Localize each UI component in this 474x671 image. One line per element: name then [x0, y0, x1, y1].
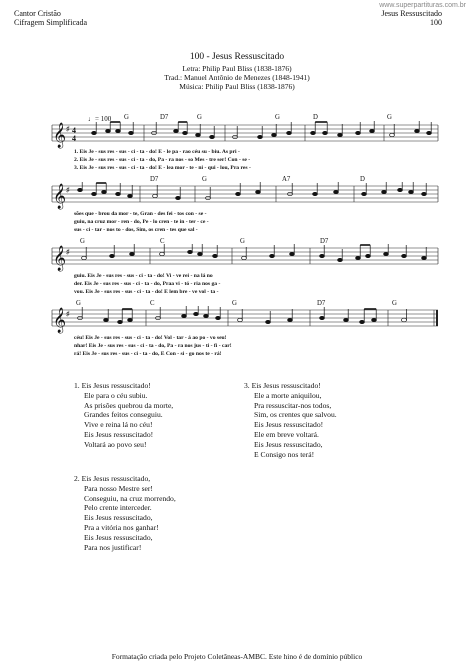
verse-line: Vive e reina lá no céu!: [84, 420, 153, 430]
chord: C: [160, 238, 165, 245]
chord: D7: [320, 238, 329, 245]
header-right: [381, 9, 442, 27]
verse-line: Pra a vitória nos ganhar!: [84, 522, 159, 532]
lyric-line: der. Eis Je - sus res - sus - ci - ta - do, Praa vi - tó - ria nos ga -: [74, 281, 221, 287]
chord: C: [150, 300, 155, 307]
chord: G: [387, 114, 392, 121]
credit-music: Música: Philip Paul Bliss (1838-1876): [179, 82, 295, 91]
verse-line: Pelo crente interceder.: [84, 503, 152, 513]
chord: G: [80, 238, 85, 245]
chord: G: [240, 238, 245, 245]
svg-text:𝄞: 𝄞: [53, 308, 67, 333]
svg-text:𝄞: 𝄞: [53, 123, 67, 148]
verse-line: Eis Jesus ressuscitado,: [84, 532, 153, 542]
verse-line: Ele para o céu subiu.: [84, 390, 148, 400]
lyric-line: sões que - brou da mor - te, Gran - des fei - tos con - se -: [74, 211, 207, 217]
staff-2: [0, 182, 474, 212]
lyric-line: 2. Eis Je - sus res - sus - ci - ta - do, Pa - ra nos - so Mes - tre ser! Con - se -: [74, 157, 251, 163]
verse-line: Voltará ao povo seu!: [84, 439, 147, 449]
credit-translation: Trad.: Manuel Antônio de Menezes (1848-1941): [164, 73, 310, 82]
lyric-line: 1. Eis Je - sus res - sus - ci - ta - do! E - le pa - rao céu su - biu. As pri -: [74, 149, 240, 155]
lyric-line: guiu. Eis Je - sus res - sus - ci - ta - do! Vi - ve rei - na lá no: [74, 273, 213, 279]
credit-lyrics: Letra: Philip Paul Bliss (1838-1876): [182, 64, 292, 73]
verse-line: Conseguiu, na cruz morrendo,: [84, 493, 176, 503]
chord: G: [197, 114, 202, 121]
verse-line: Ele em breve voltará.: [254, 429, 319, 439]
svg-text:♯: ♯: [66, 125, 70, 133]
edition-name: Cifragem Simplificada: [14, 18, 88, 27]
verse-line: Pra ressuscitar-nos todos,: [254, 400, 332, 410]
staff-1: [0, 121, 474, 151]
verse-line: 3. Eis Jesus ressuscitado!: [244, 381, 321, 390]
staff-4: [0, 306, 474, 336]
lyric-line: vou. Eis Je - sus res - sus - ci - ta - do! E lem bre - ve vol - ta -: [74, 289, 219, 295]
svg-text:♯: ♯: [66, 310, 70, 318]
verse-2: [74, 474, 176, 552]
chord: D7: [150, 176, 159, 183]
chord: A7: [282, 176, 291, 183]
verse-line: Para nos justificar!: [84, 542, 142, 552]
hymnal-name: Cantor Cristão: [14, 9, 61, 18]
chord: G: [76, 300, 81, 307]
chord: D: [360, 176, 365, 183]
footer-note: Formatação criada pelo Projeto Coletâneas-AMBC. Este hino é de domínio público: [111, 652, 363, 661]
verse-line: Eis Jesus ressuscitado!: [254, 420, 324, 430]
song-title: 100 - Jesus Ressuscitado: [189, 52, 285, 62]
verse-line: Eis Jesus ressuscitado,: [254, 439, 323, 449]
svg-text:♯: ♯: [66, 248, 70, 256]
lyric-line: céu! Eis Je - sus res - sus - ci - ta - do! Vol - tar - á ao po - vo seu!: [74, 335, 227, 341]
header-song-number: 100: [430, 18, 442, 27]
verse-line: Eis Jesus ressuscitado!: [84, 429, 154, 439]
chord: G: [232, 300, 237, 307]
chord: G: [275, 114, 280, 121]
verse-line: Ele a morte aniquilou,: [254, 390, 322, 400]
watermark: www.superpartituras.com.br: [379, 2, 466, 9]
lyric-line: sus - ci - tar - nos to - dos, Sim, os cren - tes que sal -: [74, 227, 198, 233]
lyric-line: nhar! Eis Je - sus res - sus - ci - ta - do, Pa - ra nos jus - ti - fi - car!: [74, 343, 232, 349]
svg-text:𝄞: 𝄞: [53, 184, 67, 209]
verse-line: Grandes feitos conseguiu.: [84, 410, 163, 420]
verse-line: Eis Jesus ressuscitado,: [84, 513, 153, 523]
verse-1: [74, 381, 173, 450]
lyric-line: rá! Eis Je - sus res - sus - ci - ta - do, E Con - si - go nos te - rá!: [74, 351, 222, 357]
staff-3: [0, 244, 474, 274]
header-left: [14, 9, 87, 27]
svg-text:𝄞: 𝄞: [53, 246, 67, 271]
verse-line: E Consigo nos terá!: [254, 449, 315, 459]
verse-line: 1. Eis Jesus ressuscitado!: [74, 381, 151, 390]
verse-line: As prisões quebrou da morte,: [84, 400, 174, 410]
verse-line: 2. Eis Jesus ressuscitado,: [74, 474, 151, 483]
svg-text:4: 4: [72, 134, 76, 143]
lyric-line: guiu, na cruz mor - ren - do, Pe - lo cren - te in - ter - ce -: [74, 219, 209, 225]
chord: G: [124, 114, 129, 121]
verse-3: [244, 381, 337, 459]
svg-text:4: 4: [72, 126, 76, 135]
chord: D7: [317, 300, 326, 307]
verse-line: Para nosso Mestre ser!: [84, 483, 153, 493]
chord: D: [313, 114, 318, 121]
header-song-title: Jesus Ressuscitado: [381, 9, 442, 18]
credits: [0, 64, 474, 91]
chord: G: [202, 176, 207, 183]
verse-line: Sim, os crentes que salvou.: [254, 410, 337, 420]
chord: G: [392, 300, 397, 307]
chord: D7: [160, 114, 169, 121]
tempo-marking: ♩= 100: [88, 115, 112, 123]
svg-text:♯: ♯: [66, 186, 70, 194]
lyric-line: 3. Eis Je - sus res - sus - ci - ta - do! E - lea mor - te - ni - qui - lou, Pra res -: [74, 165, 251, 171]
